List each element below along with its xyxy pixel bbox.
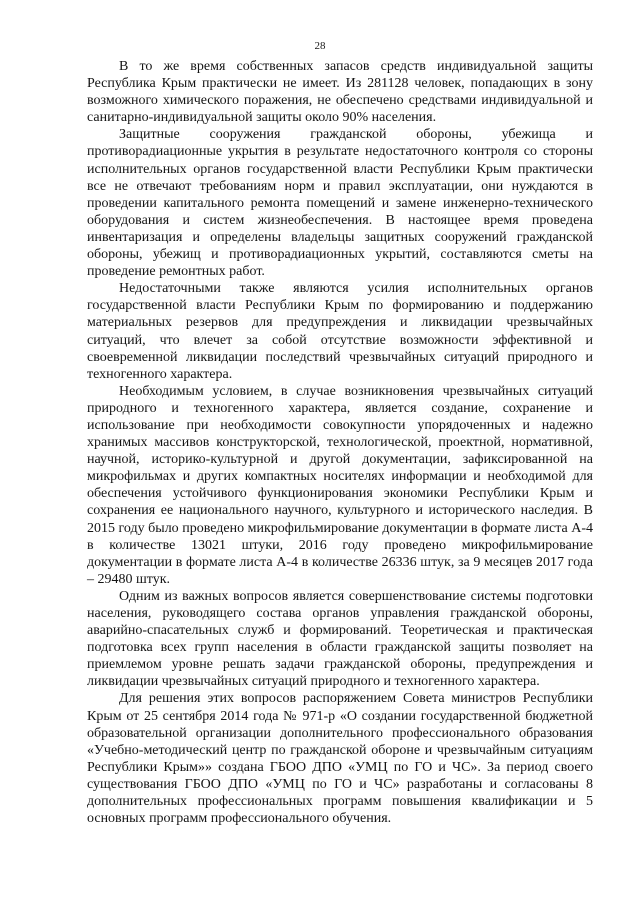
paragraph-training-center: Для решения этих вопросов распоряжением Совета министров Республики Крым от 25 сентября 2014 года № 971-р «О создании государственной бюджетной образовательной организации дополнительного профессионального образования «Учебно-методический центр по гражданской обороне и чрезвычайным ситуациям Республики Крым»» создана ГБОО ДПО «УМЦ по ГО и ЧС». За период своего существования ГБОО ДПО «УМЦ по ГО и ЧС» разработаны и согласованы 8 дополнительных профессиональных программ повышения квалификации и 5 основных программ профессионального обучения. bbox=[87, 691, 593, 827]
paragraph-population-training: Одним из важных вопросов является совершенствование системы подготовки населения, руководящего состава органов управления гражданской обороны, аварийно-спасательных служб и формирований. Теоретическая и практическая подготовка всех групп населения в области гражданской защиты позволяет на приемлемом уровне решать задачи гражданской обороны, предупреждения и ликвидации чрезвычайных ситуаций природного и техногенного характера. bbox=[87, 588, 593, 690]
paragraph-microfilming: Необходимым условием, в случае возникновения чрезвычайных ситуаций природного и техногенного характера, является создание, сохранение и использование при необходимости совокупности упорядоченных и надежно хранимых массивов конструкторской, технологической, проектной, нормативной, научной, историко-культурной и другой документации, зафиксированной на микрофильмах и других компактных носителях информации и необходимой для обеспечения устойчивого функционирования экономики Республики Крым и сохранения ее национального научного, культурного и исторического наследия. В 2015 году было проведено микрофильмирование документации в формате листа А-4 в количестве 13021 штуки, 2016 году проведено микрофильмирование документации в формате листа А-4 в количестве 26336 штук, за 9 месяцев 2017 года – 29480 штук. bbox=[87, 383, 593, 587]
document-body bbox=[87, 58, 593, 827]
paragraph-ppe-supplies: В то же время собственных запасов средств индивидуальной защиты Республика Крым практически не имеет. Из 281128 человек, попадающих в зону возможного химического поражения, не обеспечено средствами индивидуальной и санитарно-индивидуальной защиты около 90% населения. bbox=[87, 59, 593, 126]
paragraph-protective-structures: Защитные сооружения гражданской обороны, убежища и противорадиационные укрытия в результате недостаточного контроля со стороны исполнительных органов государственной власти Республики Крым практически все не отвечают требованиям норм и правил эксплуатации, они нуждаются в проведении капитального ремонта помещений и замене инженерно-технического оборудования и систем жизнеобеспечения. В настоящее время проведена инвентаризация и определены владельцы защитных сооружений гражданской обороны, убежищ и противорадиационных укрытий, составляются сметы на проведение ремонтных работ. bbox=[87, 127, 593, 280]
page-number: 28 bbox=[314, 40, 326, 52]
paragraph-material-reserves: Недостаточными также являются усилия исполнительных органов государственной власти Республики Крым по формированию и поддержанию материальных резервов для предупреждения и ликвидации чрезвычайных ситуаций, что влечет за собой отсутствие возможности эффективной и своевременной ликвидации последствий чрезвычайных ситуаций природного и техногенного характера. bbox=[87, 281, 593, 382]
